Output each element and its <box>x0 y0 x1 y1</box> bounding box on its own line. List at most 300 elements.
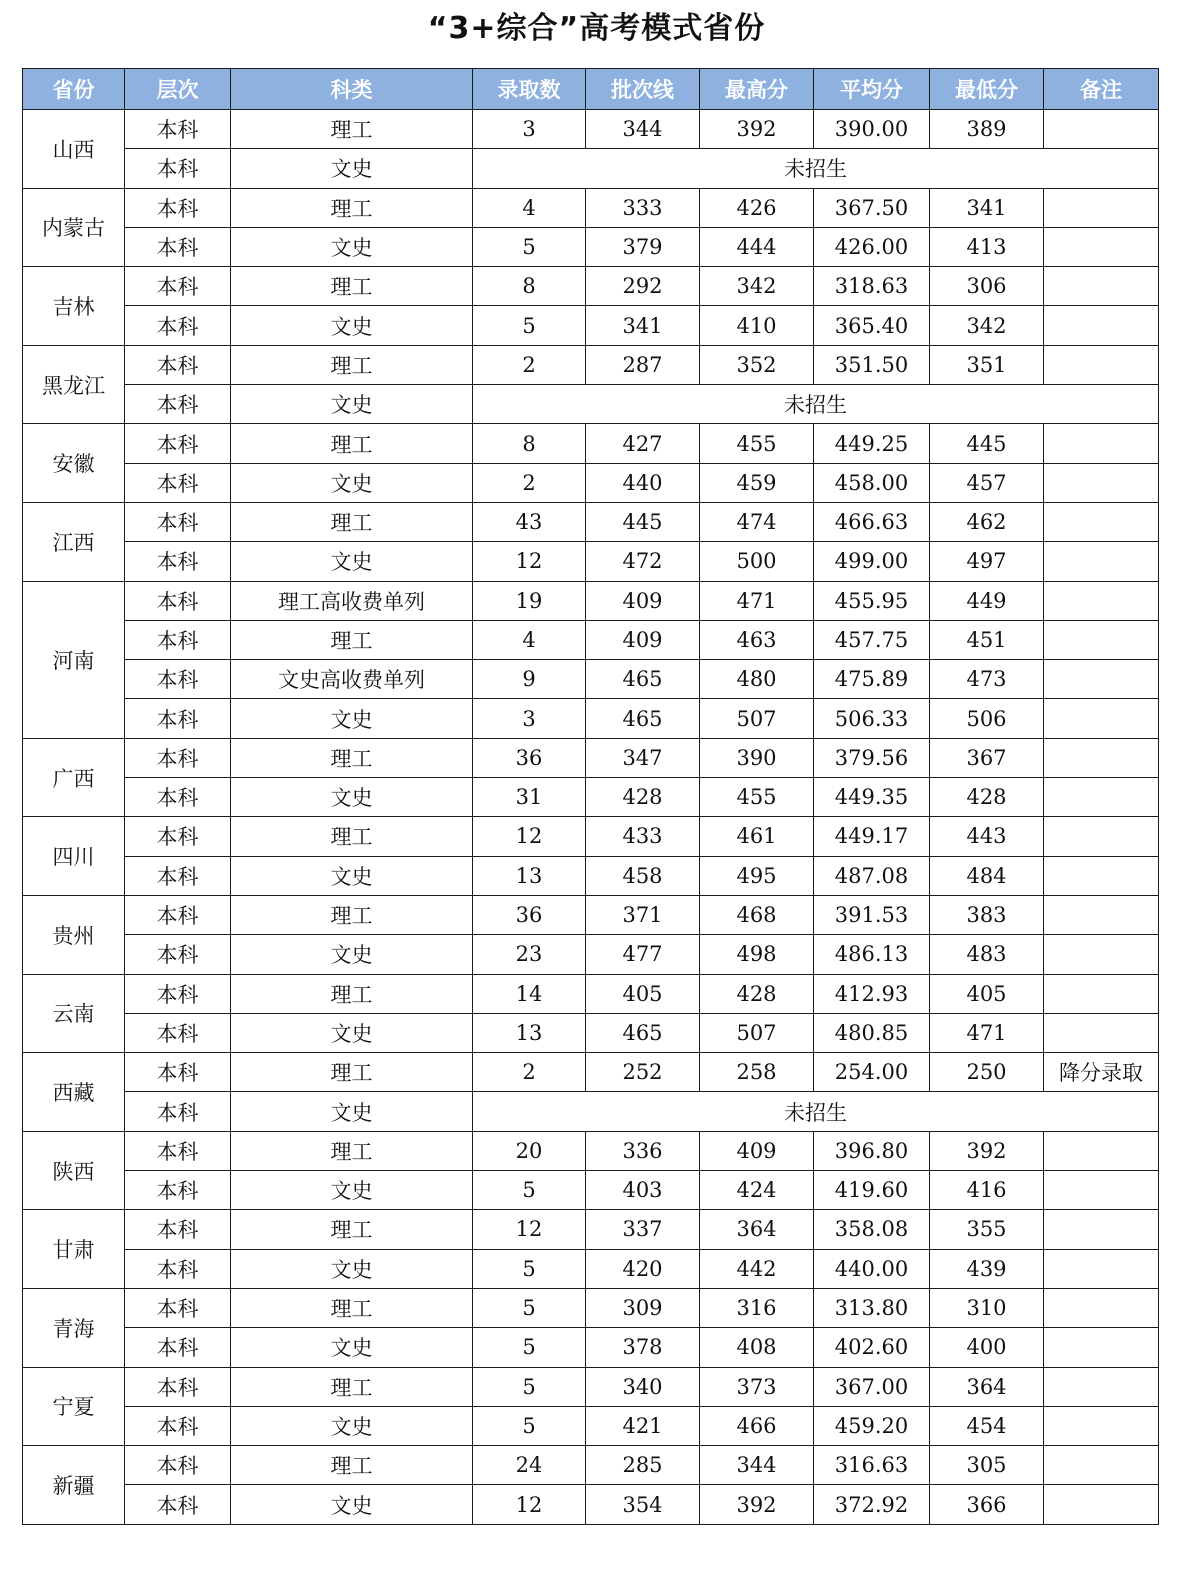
table-row <box>23 660 1159 699</box>
batch-line-cell: 379 <box>586 227 700 266</box>
admitted-cell: 13 <box>473 1013 586 1052</box>
admitted-cell: 12 <box>473 817 586 856</box>
batch-line-cell: 409 <box>586 620 700 659</box>
column-header: 最低分 <box>930 69 1044 110</box>
table-row <box>23 542 1159 581</box>
table-row <box>23 1406 1159 1445</box>
province-cell: 西藏 <box>23 1053 125 1132</box>
note-cell <box>1044 1367 1159 1406</box>
max-score-cell: 444 <box>700 227 814 266</box>
category-cell: 理工 <box>231 1210 473 1249</box>
table-row <box>23 974 1159 1013</box>
note-cell <box>1044 895 1159 934</box>
avg-score-cell: 480.85 <box>814 1013 930 1052</box>
note-cell <box>1044 738 1159 777</box>
level-cell: 本科 <box>125 738 231 777</box>
max-score-cell: 364 <box>700 1210 814 1249</box>
min-score-cell: 413 <box>930 227 1044 266</box>
category-cell: 文史 <box>231 856 473 895</box>
category-cell: 文史 <box>231 306 473 345</box>
province-cell: 吉林 <box>23 267 125 346</box>
table-row <box>23 620 1159 659</box>
admitted-cell: 4 <box>473 188 586 227</box>
admitted-cell: 3 <box>473 699 586 738</box>
level-cell: 本科 <box>125 1249 231 1288</box>
table-row <box>23 149 1159 188</box>
category-cell: 理工 <box>231 817 473 856</box>
min-score-cell: 451 <box>930 620 1044 659</box>
table-row <box>23 1013 1159 1052</box>
province-cell: 宁夏 <box>23 1367 125 1446</box>
column-header: 层次 <box>125 69 231 110</box>
min-score-cell: 400 <box>930 1328 1044 1367</box>
admitted-cell: 5 <box>473 1249 586 1288</box>
category-cell: 文史 <box>231 699 473 738</box>
province-cell: 新疆 <box>23 1446 125 1525</box>
level-cell: 本科 <box>125 502 231 541</box>
level-cell: 本科 <box>125 149 231 188</box>
province-cell: 黑龙江 <box>23 345 125 424</box>
category-cell: 文史 <box>231 149 473 188</box>
note-cell <box>1044 463 1159 502</box>
category-cell: 理工 <box>231 267 473 306</box>
table-row <box>23 856 1159 895</box>
level-cell: 本科 <box>125 424 231 463</box>
level-cell: 本科 <box>125 778 231 817</box>
province-cell: 陕西 <box>23 1131 125 1210</box>
min-score-cell: 405 <box>930 974 1044 1013</box>
max-score-cell: 410 <box>700 306 814 345</box>
level-cell: 本科 <box>125 895 231 934</box>
level-cell: 本科 <box>125 660 231 699</box>
avg-score-cell: 365.40 <box>814 306 930 345</box>
max-score-cell: 480 <box>700 660 814 699</box>
avg-score-cell: 486.13 <box>814 935 930 974</box>
admitted-cell: 23 <box>473 935 586 974</box>
note-cell <box>1044 1446 1159 1485</box>
admitted-cell: 2 <box>473 1053 586 1092</box>
batch-line-cell: 333 <box>586 188 700 227</box>
note-cell <box>1044 778 1159 817</box>
table-row <box>23 1288 1159 1327</box>
max-score-cell: 495 <box>700 856 814 895</box>
avg-score-cell: 318.63 <box>814 267 930 306</box>
avg-score-cell: 458.00 <box>814 463 930 502</box>
table-row <box>23 110 1159 149</box>
max-score-cell: 258 <box>700 1053 814 1092</box>
table-row <box>23 227 1159 266</box>
min-score-cell: 383 <box>930 895 1044 934</box>
note-cell <box>1044 1288 1159 1327</box>
note-cell <box>1044 1210 1159 1249</box>
table-row <box>23 1210 1159 1249</box>
column-header: 平均分 <box>814 69 930 110</box>
batch-line-cell: 445 <box>586 502 700 541</box>
admitted-cell: 2 <box>473 345 586 384</box>
batch-line-cell: 465 <box>586 699 700 738</box>
min-score-cell: 366 <box>930 1485 1044 1524</box>
max-score-cell: 424 <box>700 1171 814 1210</box>
min-score-cell: 462 <box>930 502 1044 541</box>
table-row <box>23 817 1159 856</box>
province-cell: 江西 <box>23 502 125 581</box>
table-row <box>23 1171 1159 1210</box>
table-row <box>23 1092 1159 1131</box>
avg-score-cell: 440.00 <box>814 1249 930 1288</box>
avg-score-cell: 313.80 <box>814 1288 930 1327</box>
avg-score-cell: 412.93 <box>814 974 930 1013</box>
admitted-cell: 36 <box>473 738 586 777</box>
column-header: 科类 <box>231 69 473 110</box>
header-row <box>23 69 1159 110</box>
batch-line-cell: 477 <box>586 935 700 974</box>
category-cell: 理工 <box>231 738 473 777</box>
avg-score-cell: 426.00 <box>814 227 930 266</box>
table-row <box>23 581 1159 620</box>
level-cell: 本科 <box>125 1485 231 1524</box>
max-score-cell: 463 <box>700 620 814 659</box>
note-cell <box>1044 1013 1159 1052</box>
min-score-cell: 416 <box>930 1171 1044 1210</box>
level-cell: 本科 <box>125 856 231 895</box>
level-cell: 本科 <box>125 306 231 345</box>
min-score-cell: 445 <box>930 424 1044 463</box>
table-row <box>23 463 1159 502</box>
level-cell: 本科 <box>125 1288 231 1327</box>
level-cell: 本科 <box>125 542 231 581</box>
min-score-cell: 473 <box>930 660 1044 699</box>
batch-line-cell: 421 <box>586 1406 700 1445</box>
table-row <box>23 1485 1159 1524</box>
avg-score-cell: 396.80 <box>814 1131 930 1170</box>
note-cell <box>1044 581 1159 620</box>
category-cell: 理工 <box>231 1131 473 1170</box>
table-row <box>23 1446 1159 1485</box>
batch-line-cell: 354 <box>586 1485 700 1524</box>
batch-line-cell: 347 <box>586 738 700 777</box>
min-score-cell: 457 <box>930 463 1044 502</box>
min-score-cell: 484 <box>930 856 1044 895</box>
table-row <box>23 385 1159 424</box>
batch-line-cell: 285 <box>586 1446 700 1485</box>
level-cell: 本科 <box>125 385 231 424</box>
admitted-cell: 31 <box>473 778 586 817</box>
batch-line-cell: 252 <box>586 1053 700 1092</box>
admitted-cell: 5 <box>473 306 586 345</box>
avg-score-cell: 372.92 <box>814 1485 930 1524</box>
category-cell: 理工 <box>231 974 473 1013</box>
max-score-cell: 459 <box>700 463 814 502</box>
admitted-cell: 5 <box>473 227 586 266</box>
batch-line-cell: 428 <box>586 778 700 817</box>
level-cell: 本科 <box>125 345 231 384</box>
admitted-cell: 13 <box>473 856 586 895</box>
min-score-cell: 341 <box>930 188 1044 227</box>
category-cell: 文史 <box>231 542 473 581</box>
min-score-cell: 392 <box>930 1131 1044 1170</box>
batch-line-cell: 427 <box>586 424 700 463</box>
min-score-cell: 367 <box>930 738 1044 777</box>
column-header: 备注 <box>1044 69 1159 110</box>
note-cell <box>1044 227 1159 266</box>
table-row <box>23 778 1159 817</box>
avg-score-cell: 367.50 <box>814 188 930 227</box>
min-score-cell: 483 <box>930 935 1044 974</box>
min-score-cell: 471 <box>930 1013 1044 1052</box>
note-cell <box>1044 1485 1159 1524</box>
province-cell: 内蒙古 <box>23 188 125 267</box>
table-row <box>23 1367 1159 1406</box>
max-score-cell: 455 <box>700 424 814 463</box>
avg-score-cell: 487.08 <box>814 856 930 895</box>
table-row <box>23 1131 1159 1170</box>
table-row <box>23 699 1159 738</box>
min-score-cell: 506 <box>930 699 1044 738</box>
category-cell: 文史 <box>231 1249 473 1288</box>
level-cell: 本科 <box>125 1053 231 1092</box>
province-cell: 广西 <box>23 738 125 817</box>
province-cell: 云南 <box>23 974 125 1053</box>
table-row <box>23 502 1159 541</box>
note-cell <box>1044 1249 1159 1288</box>
category-cell: 理工 <box>231 188 473 227</box>
note-cell <box>1044 502 1159 541</box>
avg-score-cell: 457.75 <box>814 620 930 659</box>
min-score-cell: 306 <box>930 267 1044 306</box>
avg-score-cell: 379.56 <box>814 738 930 777</box>
note-cell <box>1044 1131 1159 1170</box>
min-score-cell: 454 <box>930 1406 1044 1445</box>
max-score-cell: 392 <box>700 110 814 149</box>
avg-score-cell: 316.63 <box>814 1446 930 1485</box>
province-cell: 贵州 <box>23 895 125 974</box>
max-score-cell: 474 <box>700 502 814 541</box>
level-cell: 本科 <box>125 267 231 306</box>
batch-line-cell: 465 <box>586 660 700 699</box>
note-cell <box>1044 188 1159 227</box>
max-score-cell: 316 <box>700 1288 814 1327</box>
max-score-cell: 344 <box>700 1446 814 1485</box>
max-score-cell: 390 <box>700 738 814 777</box>
max-score-cell: 468 <box>700 895 814 934</box>
admitted-cell: 8 <box>473 424 586 463</box>
min-score-cell: 250 <box>930 1053 1044 1092</box>
category-cell: 理工 <box>231 1288 473 1327</box>
avg-score-cell: 475.89 <box>814 660 930 699</box>
max-score-cell: 428 <box>700 974 814 1013</box>
avg-score-cell: 449.17 <box>814 817 930 856</box>
not-enrolled-cell: 未招生 <box>473 149 1159 188</box>
admitted-cell: 3 <box>473 110 586 149</box>
note-cell <box>1044 660 1159 699</box>
avg-score-cell: 391.53 <box>814 895 930 934</box>
province-cell: 甘肃 <box>23 1210 125 1289</box>
category-cell: 文史 <box>231 1013 473 1052</box>
note-cell <box>1044 345 1159 384</box>
category-cell: 文史 <box>231 1406 473 1445</box>
table-row <box>23 345 1159 384</box>
avg-score-cell: 499.00 <box>814 542 930 581</box>
admitted-cell: 43 <box>473 502 586 541</box>
table-row <box>23 895 1159 934</box>
min-score-cell: 439 <box>930 1249 1044 1288</box>
batch-line-cell: 465 <box>586 1013 700 1052</box>
category-cell: 理工 <box>231 345 473 384</box>
level-cell: 本科 <box>125 817 231 856</box>
admitted-cell: 12 <box>473 1485 586 1524</box>
max-score-cell: 507 <box>700 1013 814 1052</box>
category-cell: 文史 <box>231 778 473 817</box>
admission-table <box>22 68 1159 1525</box>
min-score-cell: 389 <box>930 110 1044 149</box>
level-cell: 本科 <box>125 463 231 502</box>
min-score-cell: 342 <box>930 306 1044 345</box>
province-cell: 山西 <box>23 110 125 189</box>
avg-score-cell: 419.60 <box>814 1171 930 1210</box>
batch-line-cell: 440 <box>586 463 700 502</box>
avg-score-cell: 449.25 <box>814 424 930 463</box>
batch-line-cell: 344 <box>586 110 700 149</box>
category-cell: 文史 <box>231 1171 473 1210</box>
admitted-cell: 8 <box>473 267 586 306</box>
min-score-cell: 355 <box>930 1210 1044 1249</box>
admitted-cell: 20 <box>473 1131 586 1170</box>
note-cell <box>1044 110 1159 149</box>
max-score-cell: 461 <box>700 817 814 856</box>
level-cell: 本科 <box>125 974 231 1013</box>
max-score-cell: 466 <box>700 1406 814 1445</box>
column-header: 录取数 <box>473 69 586 110</box>
avg-score-cell: 390.00 <box>814 110 930 149</box>
table-row <box>23 935 1159 974</box>
max-score-cell: 426 <box>700 188 814 227</box>
admitted-cell: 9 <box>473 660 586 699</box>
batch-line-cell: 403 <box>586 1171 700 1210</box>
avg-score-cell: 455.95 <box>814 581 930 620</box>
category-cell: 文史高收费单列 <box>231 660 473 699</box>
page-title: “3+综合”高考模式省份 <box>427 11 766 46</box>
admitted-cell: 5 <box>473 1288 586 1327</box>
level-cell: 本科 <box>125 935 231 974</box>
avg-score-cell: 449.35 <box>814 778 930 817</box>
category-cell: 文史 <box>231 385 473 424</box>
note-cell <box>1044 542 1159 581</box>
table-row <box>23 738 1159 777</box>
min-score-cell: 364 <box>930 1367 1044 1406</box>
admitted-cell: 2 <box>473 463 586 502</box>
table-row <box>23 1249 1159 1288</box>
avg-score-cell: 351.50 <box>814 345 930 384</box>
admitted-cell: 14 <box>473 974 586 1013</box>
note-cell <box>1044 699 1159 738</box>
note-cell <box>1044 974 1159 1013</box>
min-score-cell: 310 <box>930 1288 1044 1327</box>
category-cell: 文史 <box>231 935 473 974</box>
admitted-cell: 5 <box>473 1367 586 1406</box>
max-score-cell: 342 <box>700 267 814 306</box>
level-cell: 本科 <box>125 110 231 149</box>
max-score-cell: 500 <box>700 542 814 581</box>
batch-line-cell: 336 <box>586 1131 700 1170</box>
note-cell <box>1044 856 1159 895</box>
min-score-cell: 449 <box>930 581 1044 620</box>
category-cell: 文史 <box>231 227 473 266</box>
province-cell: 青海 <box>23 1288 125 1367</box>
not-enrolled-cell: 未招生 <box>473 385 1159 424</box>
province-cell: 安徽 <box>23 424 125 503</box>
category-cell: 理工 <box>231 1446 473 1485</box>
table-body <box>23 110 1159 1525</box>
admitted-cell: 12 <box>473 1210 586 1249</box>
level-cell: 本科 <box>125 620 231 659</box>
note-cell <box>1044 1171 1159 1210</box>
note-cell: 降分录取 <box>1044 1053 1159 1092</box>
batch-line-cell: 371 <box>586 895 700 934</box>
avg-score-cell: 466.63 <box>814 502 930 541</box>
max-score-cell: 409 <box>700 1131 814 1170</box>
batch-line-cell: 287 <box>586 345 700 384</box>
province-cell: 四川 <box>23 817 125 896</box>
batch-line-cell: 420 <box>586 1249 700 1288</box>
note-cell <box>1044 620 1159 659</box>
batch-line-cell: 340 <box>586 1367 700 1406</box>
batch-line-cell: 309 <box>586 1288 700 1327</box>
min-score-cell: 443 <box>930 817 1044 856</box>
admitted-cell: 4 <box>473 620 586 659</box>
max-score-cell: 373 <box>700 1367 814 1406</box>
batch-line-cell: 472 <box>586 542 700 581</box>
note-cell <box>1044 935 1159 974</box>
note-cell <box>1044 1406 1159 1445</box>
batch-line-cell: 458 <box>586 856 700 895</box>
note-cell <box>1044 267 1159 306</box>
batch-line-cell: 405 <box>586 974 700 1013</box>
batch-line-cell: 337 <box>586 1210 700 1249</box>
table-row <box>23 1053 1159 1092</box>
category-cell: 理工 <box>231 110 473 149</box>
table-row <box>23 424 1159 463</box>
category-cell: 理工 <box>231 895 473 934</box>
column-header: 省份 <box>23 69 125 110</box>
max-score-cell: 352 <box>700 345 814 384</box>
admitted-cell: 5 <box>473 1406 586 1445</box>
admitted-cell: 5 <box>473 1328 586 1367</box>
level-cell: 本科 <box>125 1446 231 1485</box>
category-cell: 理工 <box>231 502 473 541</box>
max-score-cell: 498 <box>700 935 814 974</box>
max-score-cell: 471 <box>700 581 814 620</box>
min-score-cell: 351 <box>930 345 1044 384</box>
category-cell: 文史 <box>231 463 473 502</box>
admitted-cell: 36 <box>473 895 586 934</box>
level-cell: 本科 <box>125 1131 231 1170</box>
min-score-cell: 305 <box>930 1446 1044 1485</box>
category-cell: 文史 <box>231 1485 473 1524</box>
level-cell: 本科 <box>125 1328 231 1367</box>
max-score-cell: 392 <box>700 1485 814 1524</box>
avg-score-cell: 254.00 <box>814 1053 930 1092</box>
batch-line-cell: 409 <box>586 581 700 620</box>
avg-score-cell: 367.00 <box>814 1367 930 1406</box>
batch-line-cell: 378 <box>586 1328 700 1367</box>
min-score-cell: 497 <box>930 542 1044 581</box>
table-row <box>23 267 1159 306</box>
avg-score-cell: 506.33 <box>814 699 930 738</box>
category-cell: 文史 <box>231 1328 473 1367</box>
avg-score-cell: 402.60 <box>814 1328 930 1367</box>
level-cell: 本科 <box>125 699 231 738</box>
admitted-cell: 24 <box>473 1446 586 1485</box>
